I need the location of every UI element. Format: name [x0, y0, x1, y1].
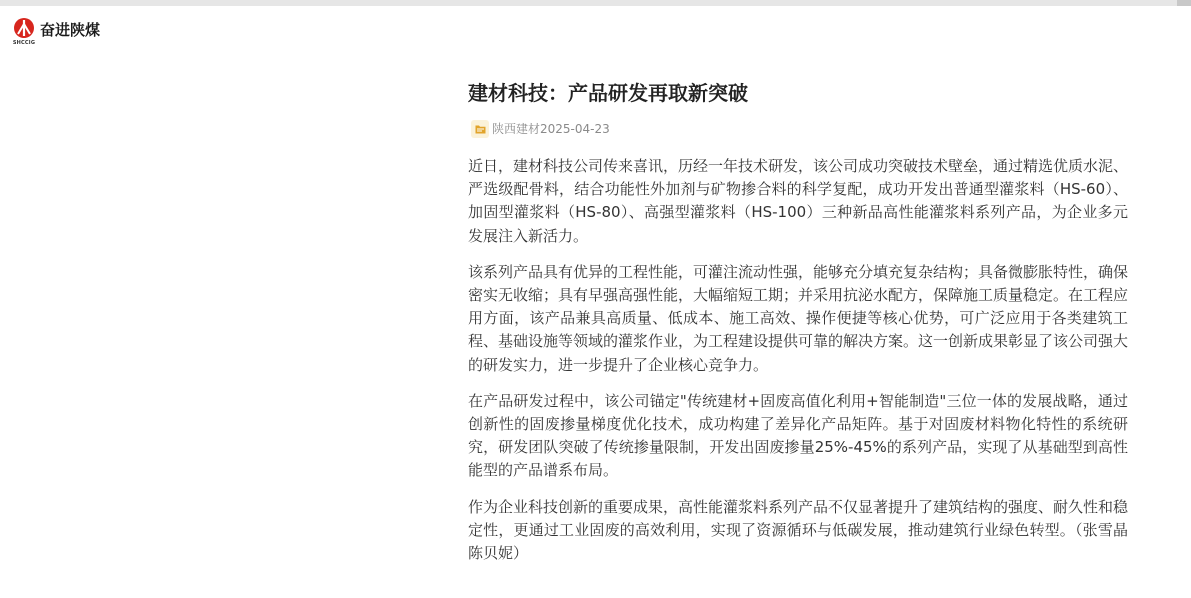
article-body — [468, 155, 1128, 565]
article-paragraph: 在产品研发过程中，该公司锚定"传统建材+固废高值化利用+智能制造"三位一体的发展战略，通过创新性的固废掺量梯度优化技术，成功构建了差异化产品矩阵。基于对固废材料物化特性的系统研究，研发团队突破了传统掺量限制，开发出固废掺量25%-45%的系列产品，实现了从基础型到高性能型的产品谱系布局。 — [468, 391, 1128, 480]
logo-subtext: SHCCIG — [12, 40, 36, 46]
scrollbar-corner — [1177, 0, 1191, 6]
article-source[interactable]: 陕西建材 — [492, 122, 541, 136]
top-bar — [0, 0, 1191, 6]
article-meta — [468, 120, 1128, 138]
article-paragraph: 该系列产品具有优异的工程性能，可灌注流动性强，能够充分填充复杂结构；具备微膨胀特性，确保密实无收缩；具有早强高强性能，大幅缩短工期；并采用抗泌水配方，保障施工质量稳定。在工程应用方面，该产品兼具高质量、低成本、施工高效、操作便捷等核心优势，可广泛应用于各类建筑工程、基础设施等领域的灌浆作业，为工程建设提供可靠的解决方案。这一创新成果彰显了该公司强大的研发实力，进一步提升了企业核心竞争力。 — [468, 262, 1129, 374]
logo-name: 奋进陕煤 — [40, 21, 101, 39]
shccig-logo-icon — [12, 17, 36, 49]
article-paragraph: 作为企业科技创新的重要成果，高性能灌浆料系列产品不仅显著提升了建筑结构的强度、耐久性和稳定性，更通过工业固废的高效利用，实现了资源循环与低碳发展，推动建筑行业绿色转型。（张雪晶 陈贝妮） — [468, 497, 1129, 563]
article — [468, 79, 1128, 578]
site-logo[interactable] — [12, 17, 100, 49]
article-paragraph: 近日，建材科技公司传来喜讯，历经一年技术研发，该公司成功突破技术壁垒，通过精选优质水泥、严选级配骨料，结合功能性外加剂与矿物掺合料的科学复配，成功开发出普通型灌浆料（HS-60）、加固型灌浆料（HS-80）、高强型灌浆料（HS-100）三种新品高性能灌浆料系列产品，为企业多元发展注入新活力。 — [468, 157, 1129, 245]
source-folder-icon — [471, 120, 489, 138]
article-title: 建材科技：产品研发再取新突破 — [468, 81, 748, 105]
article-date: 2025-04-23 — [540, 122, 610, 136]
